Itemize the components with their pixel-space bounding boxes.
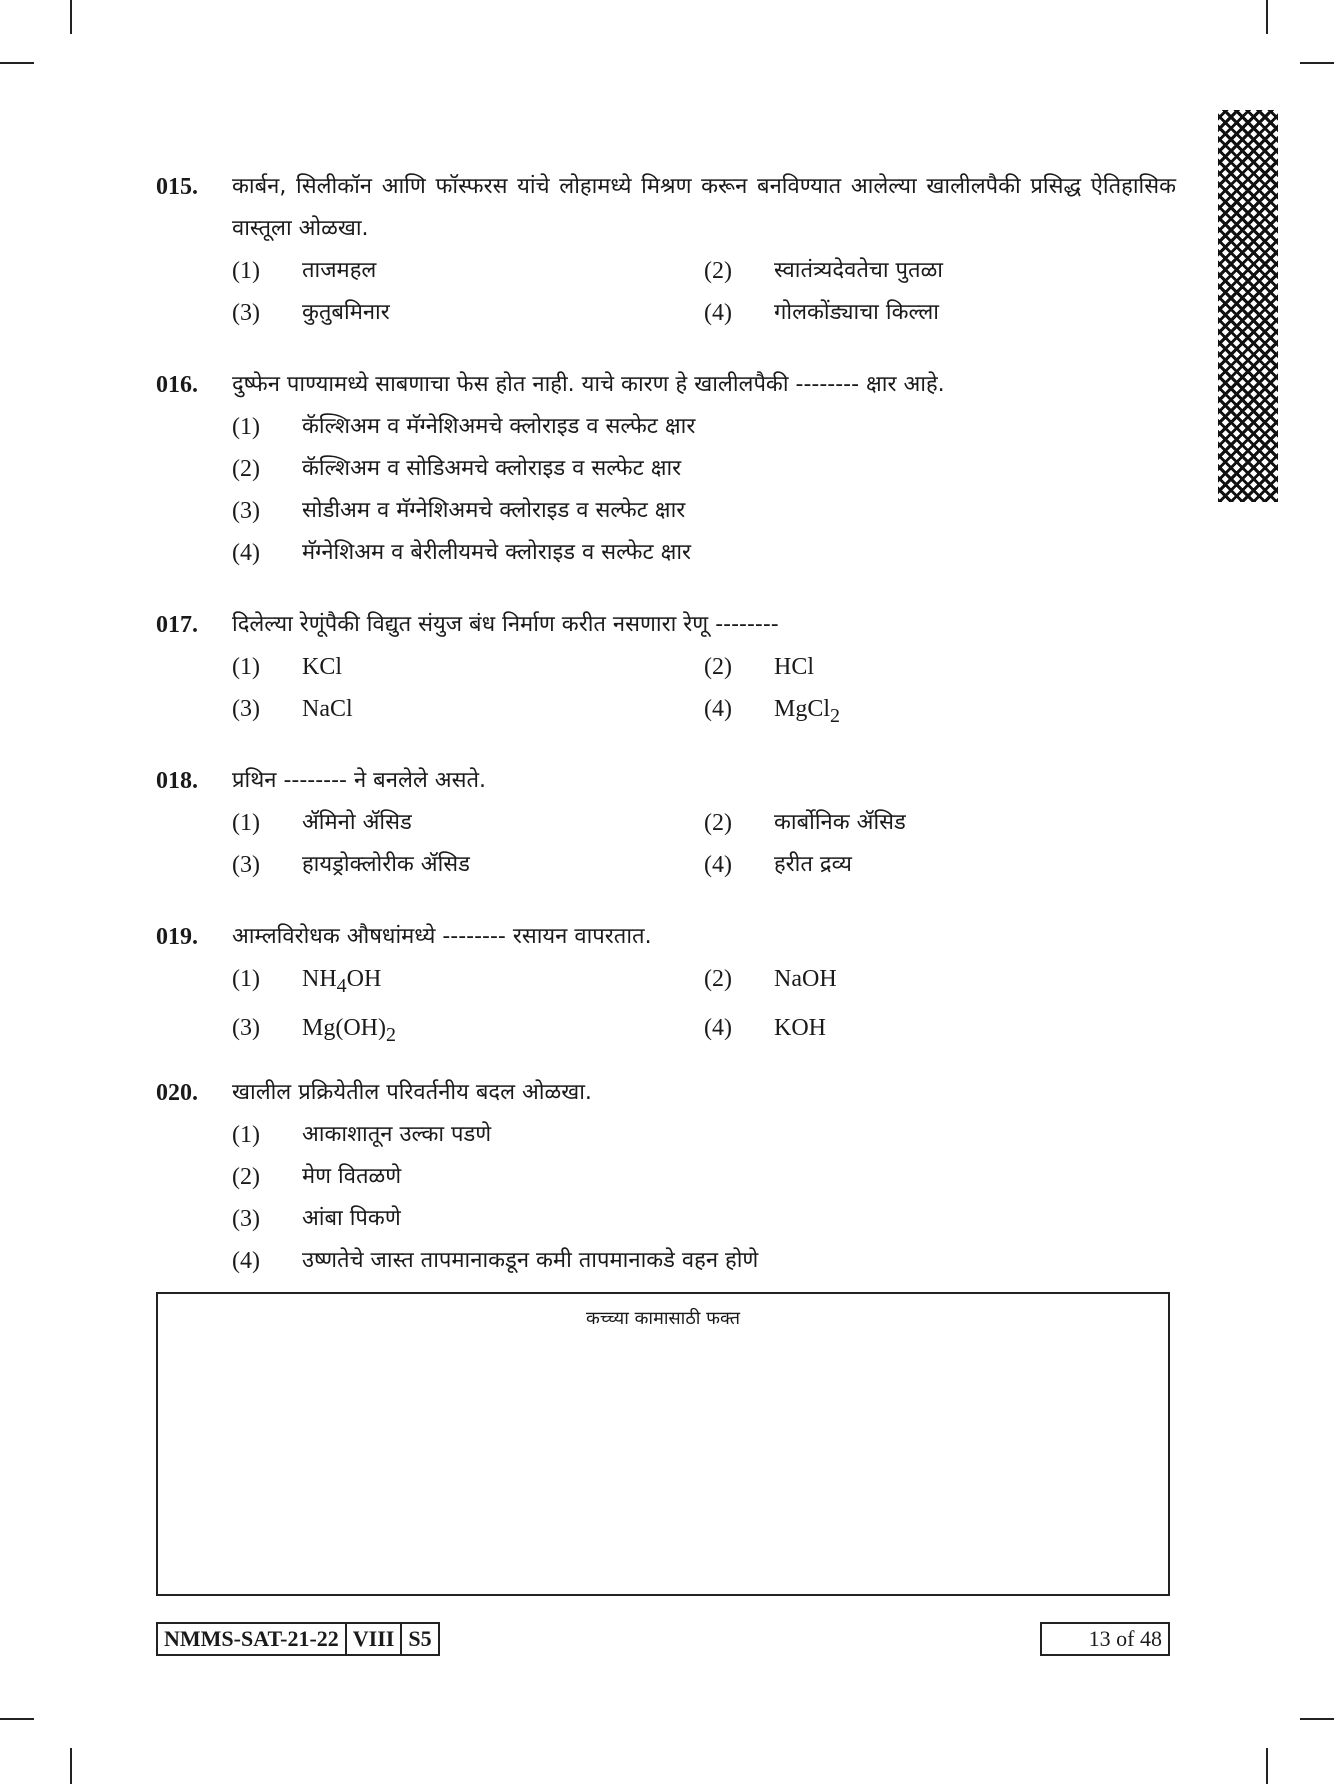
option-text: आकाशातून उल्का पडणे — [302, 1122, 492, 1147]
question-019 — [156, 916, 1176, 1056]
crop-mark — [70, 1748, 72, 1784]
option-text: ताजमहल — [302, 258, 377, 283]
option-text: KOH — [774, 1014, 826, 1041]
option-text: HCl — [774, 654, 815, 680]
question-018 — [156, 760, 1176, 886]
crop-mark — [1300, 62, 1334, 64]
question-text: दुष्फेन पाण्यामध्ये साबणाचा फेस होत नाही. याचे कारण हे खालीलपैकी -------- क्षार आहे. — [232, 372, 945, 397]
option-text: मेण वितळणे — [302, 1164, 402, 1189]
formula-text: MgCl — [774, 696, 831, 722]
options — [232, 1114, 1176, 1282]
question-text: कार्बन, सिलीकॉन आणि फॉस्फरस यांचे लोहामध्ये मिश्रण करून बनविण्यात आलेल्या खालीलपैकी प्रसिद्ध ऐतिहासिक वास्तूला ओळखा. — [232, 174, 1176, 241]
option-text: गोलकोंड्याचा किल्ला — [774, 300, 939, 325]
question-number: 019. — [156, 924, 198, 950]
options — [232, 958, 1176, 1056]
formula-text: OH — [346, 966, 382, 992]
decorative-pattern — [1218, 110, 1278, 502]
option-text: कॅल्शिअम व सोडिअमचे क्लोराइड व सल्फेट क्षार — [302, 456, 682, 481]
question-020 — [156, 1072, 1176, 1282]
option-number: (1) — [232, 654, 260, 680]
option-number: (1) — [232, 966, 260, 992]
option[interactable] — [232, 1114, 1176, 1156]
question-number: 016. — [156, 372, 198, 398]
option-text: मॅग्नेशिअम व बेरीलीयमचे क्लोराइड व सल्फेट क्षार — [302, 540, 692, 565]
question-016 — [156, 364, 1176, 574]
option-text: कॅल्शिअम व मॅग्नेशिअमचे क्लोराइड व सल्फेट क्षार — [302, 414, 696, 439]
option[interactable] — [232, 802, 704, 844]
question-text: दिलेल्या रेणूंपैकी विद्युत संयुज बंध निर्माण करीत नसणारा रेणू -------- — [232, 612, 779, 637]
option[interactable] — [704, 292, 1176, 334]
option-text: सोडीअम व मॅग्नेशिअमचे क्लोराइड व सल्फेट क्षार — [302, 498, 686, 523]
option-number: (2) — [704, 966, 732, 992]
formula-subscript: 2 — [386, 1023, 396, 1046]
crop-mark — [1266, 1748, 1268, 1784]
option[interactable] — [704, 802, 1176, 844]
option-number: (1) — [232, 1122, 260, 1148]
option-number: (3) — [232, 852, 260, 878]
options — [232, 250, 1176, 334]
option-text: NaCl — [302, 696, 353, 722]
crop-mark — [70, 0, 72, 34]
option[interactable] — [232, 406, 1176, 448]
option[interactable] — [232, 958, 704, 1007]
option-number: (1) — [232, 810, 260, 836]
option-text: ॲमिनो ॲसिड — [302, 810, 412, 835]
rough-work-box[interactable] — [156, 1292, 1170, 1596]
option-number: (3) — [232, 1206, 260, 1232]
question-number: 015. — [156, 174, 198, 200]
option[interactable] — [704, 250, 1176, 292]
option-text: NaOH — [774, 966, 837, 992]
formula-text: NH — [302, 966, 337, 992]
formula-subscript: 4 — [336, 974, 347, 997]
option-number: (3) — [232, 300, 260, 326]
option-text — [302, 1007, 704, 1056]
option-text: हरीत द्रव्य — [774, 852, 852, 877]
option[interactable] — [704, 844, 1176, 886]
option-text: हायड्रोक्लोरीक ॲसिड — [302, 852, 470, 877]
option[interactable] — [232, 1007, 704, 1056]
crop-mark — [1300, 1718, 1334, 1720]
option[interactable] — [232, 844, 704, 886]
option[interactable] — [232, 448, 1176, 490]
option-number: (4) — [704, 696, 732, 722]
rough-work-label: कच्च्या कामासाठी फक्त — [586, 1308, 740, 1329]
crop-mark — [1266, 0, 1268, 34]
footer-page-group — [1040, 1622, 1170, 1656]
exam-code: NMMS-SAT-21-22 — [156, 1622, 347, 1656]
option[interactable] — [232, 250, 704, 292]
class-code: VIII — [347, 1622, 403, 1656]
options — [232, 646, 1176, 737]
option[interactable] — [232, 1156, 1176, 1198]
formula-subscript: 2 — [830, 704, 841, 727]
option-number: (4) — [704, 1014, 732, 1041]
option-number: (4) — [232, 540, 260, 566]
option-number: (3) — [232, 1014, 260, 1041]
option-text — [302, 958, 704, 1007]
option[interactable] — [232, 1198, 1176, 1240]
options — [232, 406, 1176, 574]
option-number: (2) — [232, 456, 260, 482]
question-015 — [156, 166, 1176, 334]
option[interactable] — [232, 292, 704, 334]
footer-code-group — [156, 1622, 440, 1656]
option[interactable] — [232, 532, 1176, 574]
option[interactable] — [232, 646, 704, 688]
option-text: उष्णतेचे जास्त तापमानाकडून कमी तापमानाकडे वहन होणे — [302, 1248, 759, 1273]
crop-mark — [0, 62, 34, 64]
option-text: KCl — [302, 654, 343, 680]
option-number: (4) — [704, 852, 732, 878]
option-number: (1) — [232, 414, 260, 440]
option-text: आंबा पिकणे — [302, 1206, 401, 1231]
option-number: (2) — [704, 258, 732, 284]
option-text: स्वातंत्र्यदेवतेचा पुतळा — [774, 258, 944, 283]
option-number: (3) — [232, 498, 260, 524]
option-number: (2) — [704, 810, 732, 836]
option-text — [774, 688, 1176, 737]
question-text: आम्लविरोधक औषधांमध्ये -------- रसायन वापरतात. — [232, 924, 652, 949]
question-text: प्रथिन -------- ने बनलेले असते. — [232, 768, 486, 793]
question-number: 020. — [156, 1080, 198, 1106]
question-017 — [156, 604, 1176, 737]
option-number: (1) — [232, 258, 260, 284]
option-number: (3) — [232, 696, 260, 722]
option[interactable] — [232, 688, 704, 737]
question-number: 018. — [156, 768, 198, 794]
option[interactable] — [232, 1240, 1176, 1282]
option[interactable] — [704, 688, 1176, 737]
question-number: 017. — [156, 612, 198, 638]
option-text: कार्बोनिक ॲसिड — [774, 810, 906, 835]
option[interactable] — [704, 958, 1176, 1007]
option-text: कुतुबमिनार — [302, 300, 390, 325]
formula-text: Mg(OH) — [302, 1014, 386, 1041]
option-number: (2) — [704, 654, 732, 680]
crop-mark — [0, 1718, 34, 1720]
set-code: S5 — [402, 1622, 439, 1656]
option[interactable] — [704, 1007, 1176, 1056]
option-number: (4) — [704, 300, 732, 326]
page-number: 13 of 48 — [1040, 1622, 1170, 1656]
options — [232, 802, 1176, 886]
option-number: (2) — [232, 1164, 260, 1190]
question-text: खालील प्रक्रियेतील परिवर्तनीय बदल ओळखा. — [232, 1080, 592, 1105]
option[interactable] — [704, 646, 1176, 688]
option[interactable] — [232, 490, 1176, 532]
option-number: (4) — [232, 1248, 260, 1274]
